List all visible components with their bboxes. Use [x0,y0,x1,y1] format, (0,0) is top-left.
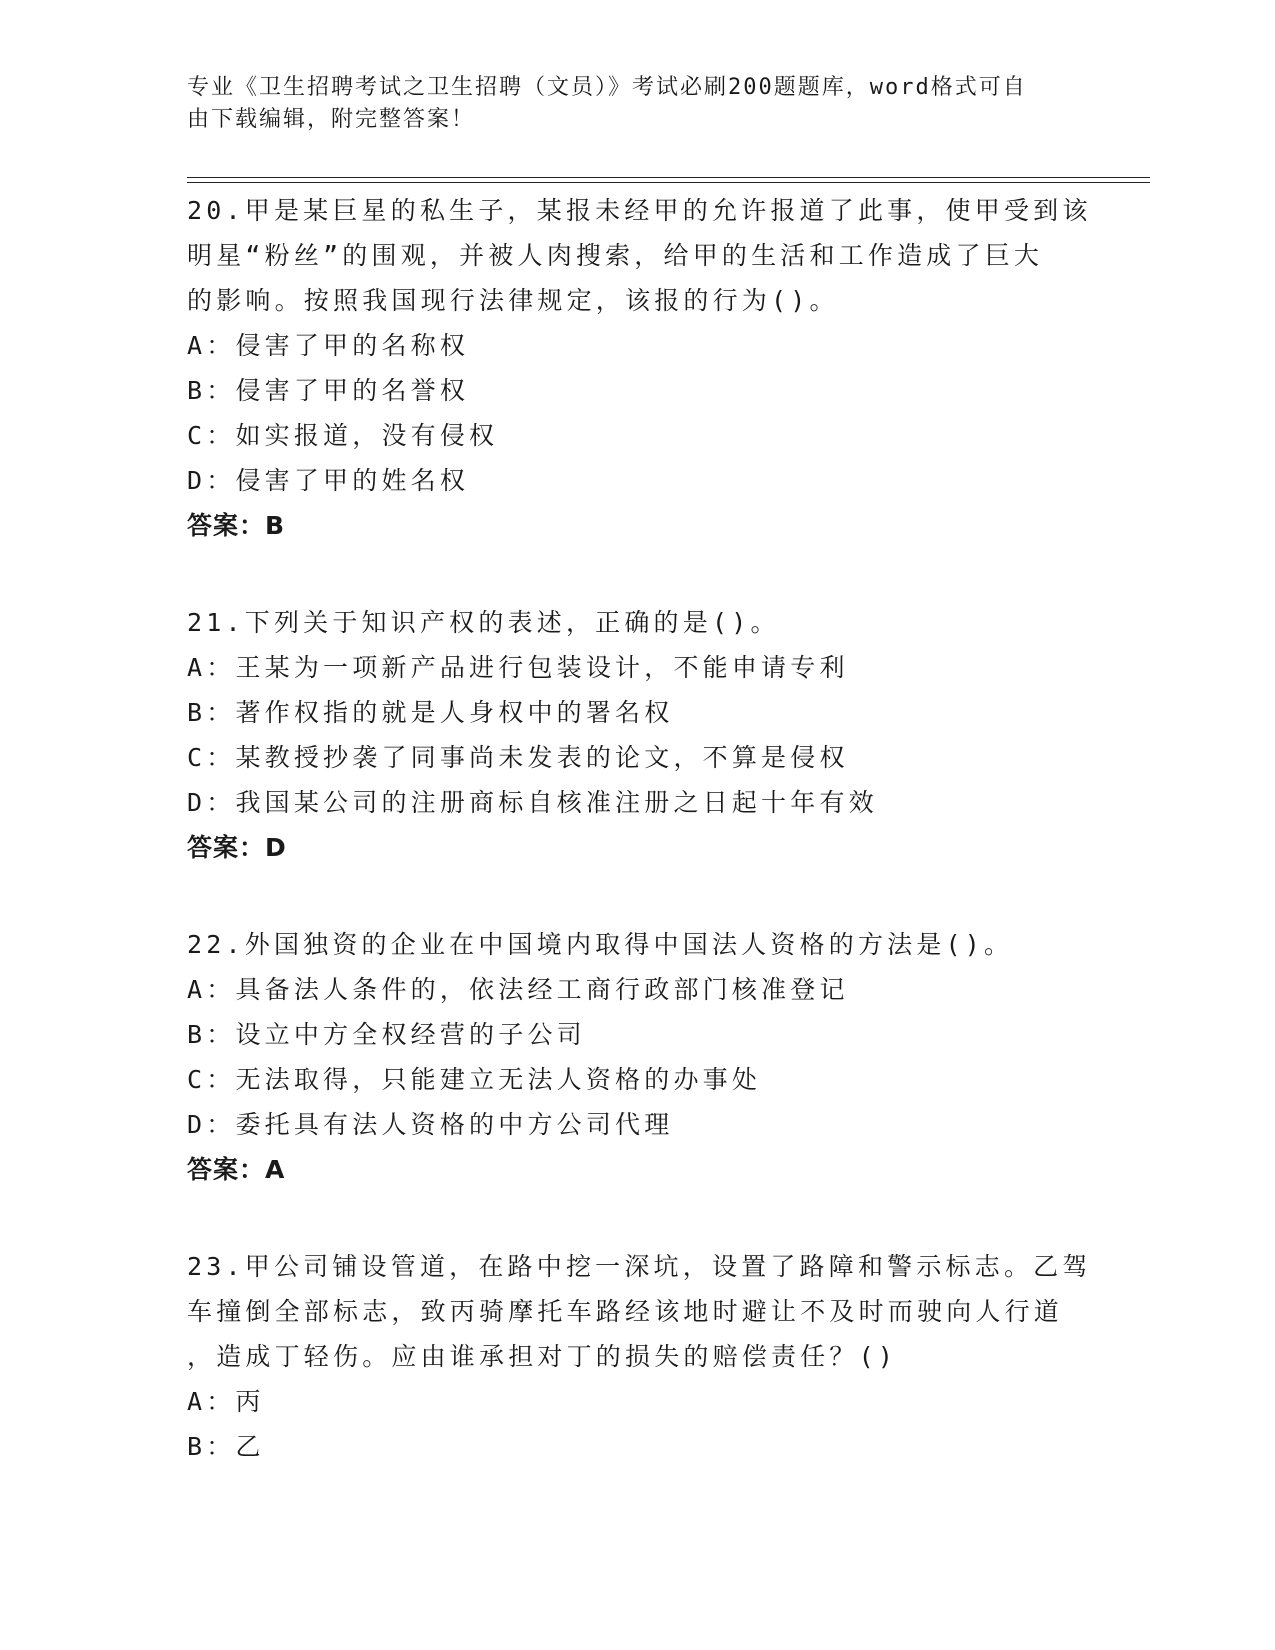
stem-line: 车撞倒全部标志，致丙骑摩托车路经该地时避让不及时而驶向人行道 [187,1297,1064,1326]
stem-line: ，造成丁轻伤。应由谁承担对丁的损失的赔偿责任？() [187,1342,898,1371]
header-line-1: 专业《卫生招聘考试之卫生招聘（文员）》考试必刷200题题库，word格式可自 [187,75,1027,100]
option-b: B：著作权指的就是人身权中的署名权 [187,698,674,727]
question-stem [187,600,1087,645]
question-spacer [187,870,1087,922]
option-b: B：乙 [187,1432,265,1461]
stem-line: 明星“粉丝”的围观，并被人肉搜索，给甲的生活和工作造成了巨大 [187,241,1044,270]
option-c: C：无法取得，只能建立无法人资格的办事处 [187,1065,762,1094]
option-d: D：我国某公司的注册商标自核准注册之日起十年有效 [187,788,878,817]
option-b: B：设立中方全权经营的子公司 [187,1020,586,1049]
header-line-2: 由下载编辑，附完整答案！ [187,107,476,132]
question-23 [187,1244,1092,1469]
answer-label: 答案：B [187,511,286,540]
stem-line: 23.甲公司铺设管道，在路中挖一深坑，设置了路障和警示标志。乙驾 [187,1252,1092,1281]
stem-line: 22.外国独资的企业在中国境内取得中国法人资格的方法是()。 [187,930,1014,959]
question-stem [187,922,1087,967]
question-spacer [187,1192,1087,1244]
option-c: C：如实报道，没有侵权 [187,421,499,450]
stem-line: 20.甲是某巨星的私生子，某报未经甲的允许报道了此事，使甲受到该 [187,196,1092,225]
option-a: A：侵害了甲的名称权 [187,331,470,360]
question-20 [187,188,1092,548]
option-d: D：侵害了甲的姓名权 [187,466,470,495]
question-21 [187,600,1087,870]
stem-line: 的影响。按照我国现行法律规定，该报的行为()。 [187,286,839,315]
option-a: A：具备法人条件的，依法经工商行政部门核准登记 [187,975,849,1004]
option-c: C：某教授抄袭了同事尚未发表的论文，不算是侵权 [187,743,849,772]
option-d: D：委托具有法人资格的中方公司代理 [187,1110,674,1139]
header-divider-bottom [187,182,1150,183]
stem-line: 21.下列关于知识产权的表述，正确的是()。 [187,608,780,637]
answer-label: 答案：A [187,1155,286,1184]
question-stem [187,1244,1092,1379]
option-a: A：王某为一项新产品进行包装设计，不能申请专利 [187,653,849,682]
question-stem [187,188,1092,323]
question-22 [187,922,1087,1192]
question-spacer [187,548,1087,600]
option-a: A：丙 [187,1387,265,1416]
question-list [187,188,1092,1469]
option-b: B：侵害了甲的名誉权 [187,376,470,405]
answer-label: 答案：D [187,833,287,862]
document-header [187,72,1077,136]
header-divider-top [187,177,1150,178]
